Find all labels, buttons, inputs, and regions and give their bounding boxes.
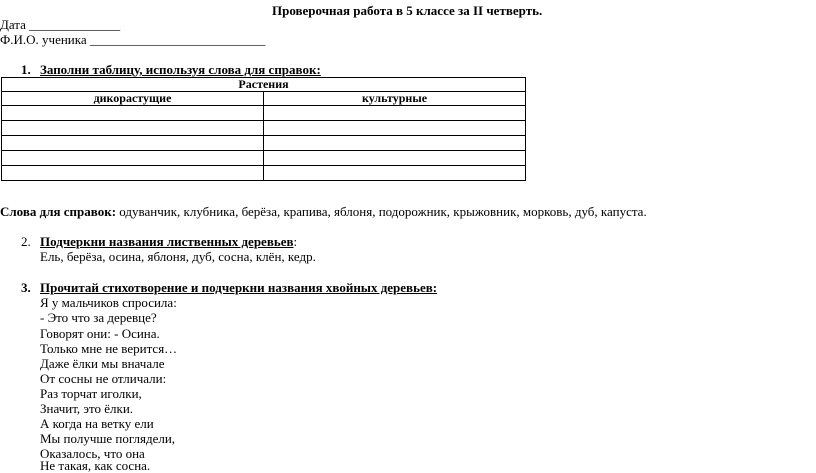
table-row <box>2 136 526 151</box>
table-cell <box>264 136 526 151</box>
poem-line: Раз торчат иголки, <box>40 386 142 401</box>
column-header-cultivated: культурные <box>264 92 526 106</box>
poem-line: Оказалось, что она <box>40 446 145 461</box>
table-cell <box>2 106 264 121</box>
table-cell <box>264 106 526 121</box>
poem-line: Не такая, как сосна. <box>40 458 151 473</box>
table-cell <box>2 121 264 136</box>
column-header-wild: дикорастущие <box>2 92 264 106</box>
poem-line: Только мне не верится… <box>40 341 178 356</box>
table-cell <box>2 166 264 181</box>
task-2-colon: : <box>293 234 298 249</box>
table-row <box>2 106 526 121</box>
table-row <box>2 166 526 181</box>
task-2-trees: Ель, берёза, осина, яблоня, дуб, сосна, клён, кедр. <box>40 249 316 264</box>
table-cell <box>264 166 526 181</box>
task-1-number: 1. <box>21 62 31 77</box>
reference-words-list: одуванчик, клубника, берёза, крапива, яблоня, подорожник, крыжовник, морковь, дуб, капуста. <box>119 204 647 219</box>
table-row <box>2 151 526 166</box>
reference-words-label: Слова для справок: <box>0 204 117 219</box>
task-2-instruction-line <box>40 234 297 249</box>
poem-line: Значит, это ёлки. <box>40 401 134 416</box>
table-cell <box>264 121 526 136</box>
task-3-instruction: Прочитай стихотворение и подчеркни названия хвойных деревьев: <box>40 280 438 295</box>
table-cell <box>2 136 264 151</box>
poem-line: От сосны не отличали: <box>40 371 167 386</box>
table-cell <box>2 151 264 166</box>
poem-line: Я у мальчиков спросила: <box>40 295 177 310</box>
page-title: Проверочная работа в 5 классе за II четверть. <box>272 3 543 18</box>
reference-words <box>0 204 647 219</box>
plants-table <box>1 77 526 181</box>
table-cell <box>264 151 526 166</box>
poem-line: Даже ёлки мы вначале <box>40 356 165 371</box>
date-field: Дата ______________ <box>0 17 121 32</box>
poem-line: Мы получше поглядели, <box>40 431 176 446</box>
poem-line: - Это что за деревце? <box>40 310 157 325</box>
student-name-field: Ф.И.О. ученика ___________________________ <box>0 32 266 47</box>
poem-line: А когда на ветку ели <box>40 416 154 431</box>
poem-line: Говорят они: - Осина. <box>40 326 160 341</box>
table-row <box>2 121 526 136</box>
task-2-instruction: Подчеркни названия лиственных деревьев <box>40 234 294 249</box>
task-1-instruction: Заполни таблицу, используя слова для справок: <box>40 62 321 77</box>
table-title: Растения <box>2 78 526 92</box>
task-2-number: 2. <box>21 234 31 249</box>
task-3-number: 3. <box>21 280 31 295</box>
